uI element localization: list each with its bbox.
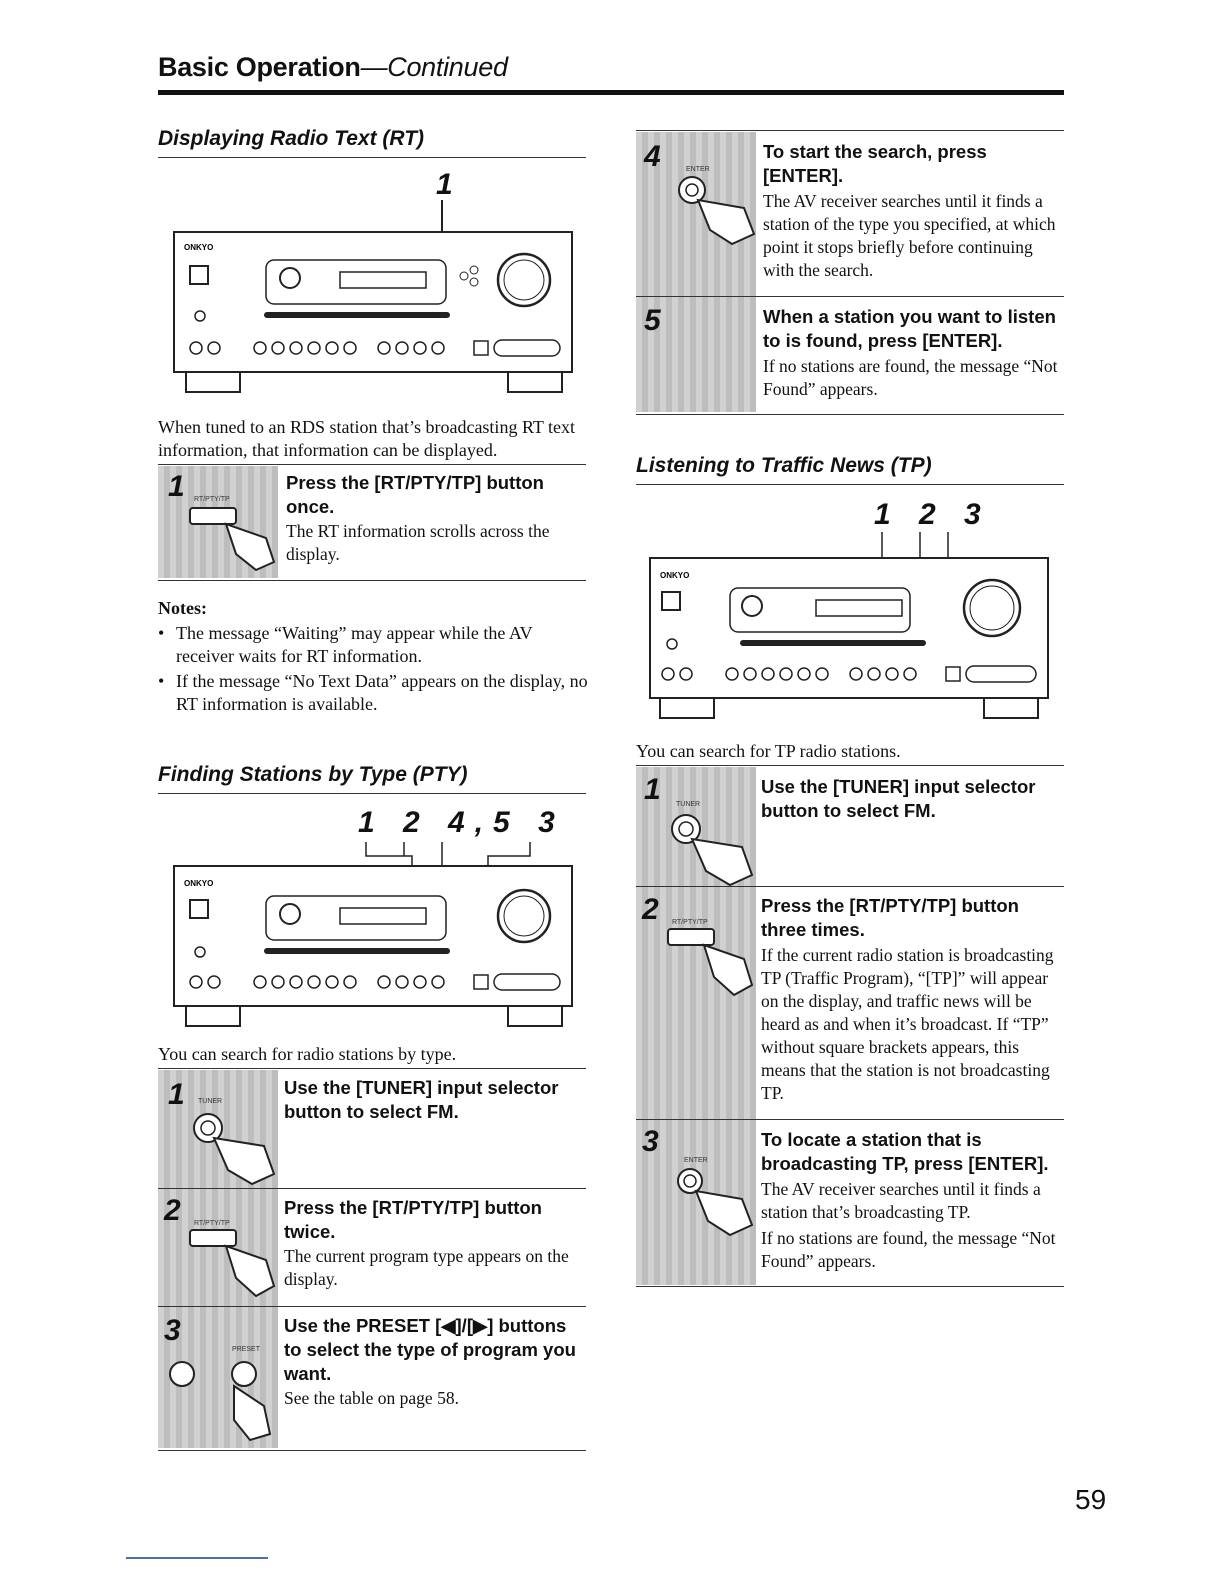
pty-step4-hand-icon <box>672 172 756 252</box>
receiver-diagram-rt <box>172 200 576 400</box>
pty-step5-body: If no stations are found, the message “Not Found” appears. <box>763 356 1058 399</box>
pty-step4-body: The AV receiver searches until it finds a station of the type you specified, at which point it stops briefly before continuing with the search. <box>763 191 1056 280</box>
onkyo-logo: ONKYO <box>184 243 214 252</box>
tp-steps-image <box>636 767 756 1285</box>
tp-step1-heading: Use the [TUNER] input selector button to select FM. <box>761 776 1036 821</box>
pty-step1-bottom-rule <box>158 1188 586 1189</box>
tp-intro: You can search for TP radio stations. <box>636 741 901 761</box>
pty-step3-bottom-rule <box>158 1450 586 1451</box>
rt-step1-image <box>158 466 278 578</box>
onkyo-logo: ONKYO <box>184 879 214 888</box>
pty-step1-heading: Use the [TUNER] input selector button to select FM. <box>284 1077 559 1122</box>
pty-step3-heading: Use the PRESET [◀]/[▶] buttons to select the type of program you want. <box>284 1315 576 1384</box>
rt-step1-hand-icon <box>186 504 276 576</box>
pty-steps-top-rule <box>158 1068 586 1069</box>
tp-step1-number: 1 <box>644 773 661 806</box>
pty-diagram-callout: 1 2 4,5 3 <box>358 806 565 839</box>
receiver-diagram-pty <box>172 842 576 1032</box>
pty-step5-heading: When a station you want to listen to is found, press [ENTER]. <box>763 306 1056 351</box>
tp-step3-bottom-rule <box>636 1286 1064 1287</box>
pty-step1-hand-icon <box>188 1108 278 1188</box>
pty-intro: You can search for radio stations by type. <box>158 1044 457 1064</box>
footer-link-rule <box>126 1557 268 1559</box>
tp-step3-button-label: ENTER <box>684 1157 708 1164</box>
tp-step2-number: 2 <box>642 893 659 926</box>
pty-step2-button-label: RT/PTY/TP <box>194 1220 230 1227</box>
rt-step1-number: 1 <box>168 470 185 503</box>
tp-step1-button-label: TUNER <box>676 801 701 808</box>
tp-step2-heading: Press the [RT/PTY/TP] button three times. <box>761 895 1019 940</box>
pty-step1-number: 1 <box>168 1078 185 1111</box>
rt-step1-heading: Press the [RT/PTY/TP] button once. <box>286 472 544 517</box>
rt-step1-top-rule <box>158 464 586 465</box>
rt-step1-body: The RT information scrolls across the display. <box>286 521 550 564</box>
tp-step3-body-2: If no stations are found, the message “Not Found” appears. <box>761 1228 1056 1271</box>
pty-step3-body: See the table on page 58. <box>284 1388 459 1408</box>
pty-title-rule <box>158 793 586 794</box>
tp-step1-hand-icon <box>666 809 756 889</box>
tp-title-rule <box>636 484 1064 485</box>
rt-intro: When tuned to an RDS station that’s broadcasting RT text information, that information can be displayed. <box>158 417 576 460</box>
tp-step3-body-1: The AV receiver searches until it finds a station that’s broadcasting TP. <box>761 1179 1041 1222</box>
pty-step5-bottom-rule <box>636 414 1064 415</box>
receiver-diagram-tp <box>648 532 1052 722</box>
notes-title: Notes: <box>158 598 207 618</box>
page-number: 59 <box>1075 1484 1107 1515</box>
rt-diagram-callout: 1 <box>436 168 463 201</box>
pty-step4-number: 4 <box>644 140 661 173</box>
tp-step1-bottom-rule <box>636 886 1064 887</box>
pty-step2-body: The current program type appears on the display. <box>284 1246 569 1289</box>
pty-steps-image <box>158 1070 278 1448</box>
page-header: Basic Operation—Continued <box>158 52 508 82</box>
header-rule <box>158 90 1064 95</box>
pty-section-title: Finding Stations by Type (PTY) <box>158 763 468 786</box>
pty-step3-button-label: PRESET <box>232 1346 261 1353</box>
pty-step2-heading: Press the [RT/PTY/TP] button twice. <box>284 1197 542 1242</box>
tp-step2-bottom-rule <box>636 1119 1064 1120</box>
tp-steps-top-rule <box>636 765 1064 766</box>
note-item: • The message “Waiting” may appear while the AV receiver waits for RT information. <box>158 623 533 666</box>
pty-step3-hand-icon <box>164 1356 274 1446</box>
pty-step3-number: 3 <box>164 1314 181 1347</box>
pty-steps-45-image <box>636 132 756 412</box>
pty-step4-button-label: ENTER <box>686 166 710 173</box>
onkyo-logo: ONKYO <box>660 571 690 580</box>
rt-step1-button-label: RT/PTY/TP <box>194 496 230 503</box>
tp-step2-hand-icon <box>664 925 754 1005</box>
tp-section-title: Listening to Traffic News (TP) <box>636 454 932 477</box>
pty-step2-hand-icon <box>186 1226 276 1306</box>
pty-step4-heading: To start the search, press [ENTER]. <box>763 141 987 186</box>
tp-step2-button-label: RT/PTY/TP <box>672 919 708 926</box>
pty-step2-bottom-rule <box>158 1306 586 1307</box>
tp-step3-number: 3 <box>642 1125 659 1158</box>
note-item: • If the message “No Text Data” appears on the display, no RT information is available. <box>158 671 588 714</box>
notes-list <box>158 622 588 716</box>
pty-step2-number: 2 <box>164 1194 181 1227</box>
rt-section-title: Displaying Radio Text (RT) <box>158 127 425 150</box>
tp-step3-heading: To locate a station that is broadcasting TP, press [ENTER]. <box>761 1129 1049 1174</box>
rt-title-rule <box>158 157 586 158</box>
pty-step4-bottom-rule <box>636 296 1064 297</box>
pty-step5-number: 5 <box>644 304 661 337</box>
pty-step4-top-rule <box>636 130 1064 131</box>
tp-step3-hand-icon <box>670 1165 754 1245</box>
tp-diagram-callout: 1 2 3 <box>874 498 991 531</box>
tp-step2-body: If the current radio station is broadcasting TP (Traffic Program), “[TP]” will appear on the display, and traffic news will be heard as and when it’s broadcast. If “TP” without square brackets appears, this means that the station is not broadcasting TP. <box>761 945 1054 1103</box>
pty-step1-button-label: TUNER <box>198 1098 223 1105</box>
rt-step1-bottom-rule <box>158 580 586 581</box>
